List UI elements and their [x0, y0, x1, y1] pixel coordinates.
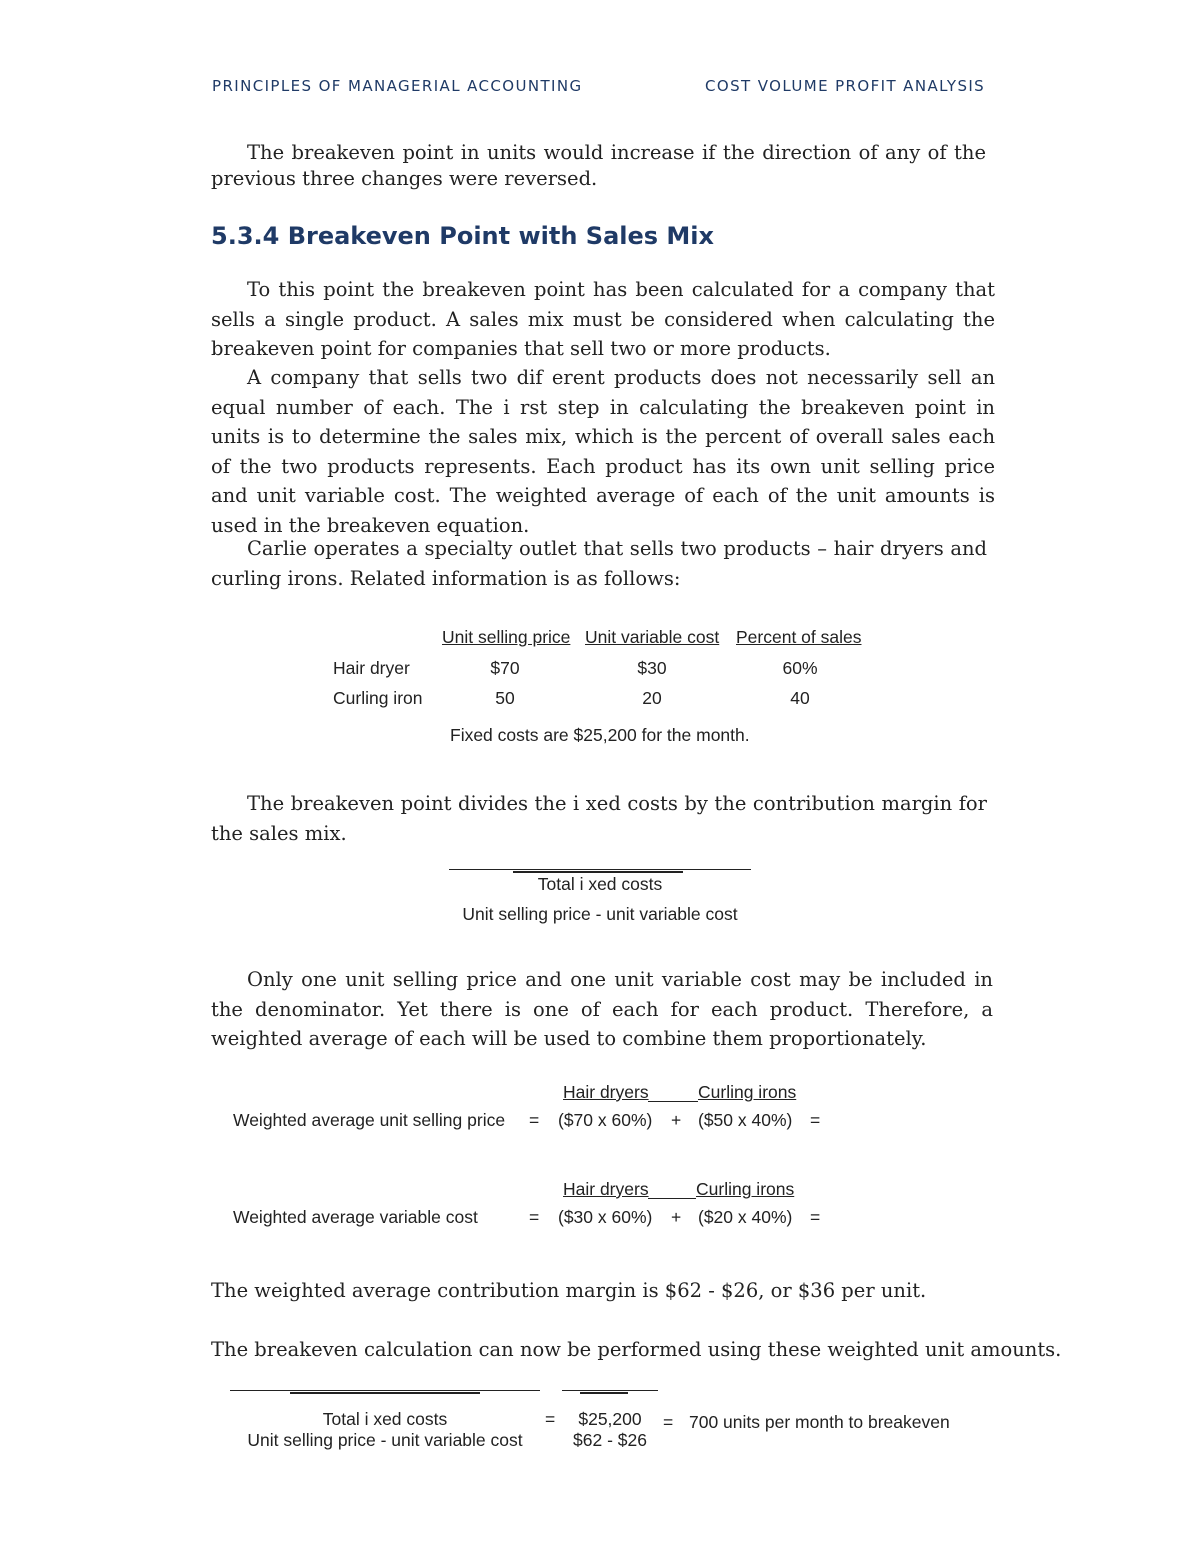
- column-connector-rule: [648, 1101, 698, 1102]
- cell-hair-dryer-percent: 60%: [782, 658, 818, 678]
- row-label-hair-dryer: Hair dryer: [333, 658, 410, 678]
- column-connector-rule: [648, 1198, 696, 1199]
- paragraph-carlie: Carlie operates a specialty outlet that sells two products – hair dryers and curling irons. Related information is as follows:: [211, 537, 987, 590]
- paragraph-divides: The breakeven point divides the i xed costs by the contribution margin for the sales mix.: [211, 792, 987, 845]
- contribution-margin-value: $62 - $26: [573, 1430, 647, 1450]
- paragraph-breakeven-calculation: The breakeven calculation can now be performed using these weighted unit amounts.: [211, 1338, 1062, 1361]
- paragraph-sales-mix: A company that sells two dif erent products does not necessarily sell an equal number of each. The i rst step in calculating the breakeven point in units is to determine the sales mix, which is the percent of overall sales each of the two products represents. Each product has its own unit selling price and unit variable cost. The weighted average of each of the unit amounts is used in the breakeven equation.: [211, 366, 995, 537]
- running-header-right: COST VOLUME PROFIT ANALYSIS: [705, 77, 986, 95]
- formula-rule-accent: [290, 1392, 480, 1394]
- formula-denominator: Unit selling price - unit variable cost: [247, 1430, 523, 1450]
- weighted-cost-label: Weighted average variable cost: [233, 1207, 478, 1227]
- plus-sign: +: [671, 1110, 682, 1130]
- equals-sign: =: [663, 1412, 674, 1432]
- equals-sign: =: [529, 1207, 540, 1227]
- breakeven-result: 700 units per month to breakeven: [689, 1412, 950, 1432]
- formula-rule: [449, 869, 751, 870]
- running-header-left: PRINCIPLES OF MANAGERIAL ACCOUNTING: [212, 77, 583, 95]
- equals-sign: =: [810, 1110, 821, 1130]
- term-curling-iron-cost: ($20 x 40%): [698, 1207, 793, 1227]
- paragraph-single-product: To this point the breakeven point has been calculated for a company that sells a single product. A sales mix must be considered when calculating the breakeven point for companies that sell two or more products.: [211, 278, 995, 360]
- fixed-costs-value: $25,200: [578, 1409, 642, 1429]
- formula-denominator: Unit selling price - unit variable cost: [462, 904, 738, 924]
- equals-sign: =: [810, 1207, 821, 1227]
- intro-line-1: The breakeven point in units would increase if the direction of any of the: [247, 141, 986, 164]
- paragraph-contribution-margin: The weighted average contribution margin is $62 - $26, or $36 per unit.: [211, 1279, 927, 1302]
- column-header-percent-of-sales: Percent of sales: [736, 627, 862, 647]
- weighted-price-label: Weighted average unit selling price: [233, 1110, 506, 1130]
- cell-curling-iron-percent: 40: [790, 688, 810, 708]
- value-rule-accent: [580, 1392, 628, 1394]
- intro-line-2: previous three changes were reversed.: [211, 166, 598, 190]
- equals-sign: =: [545, 1409, 556, 1429]
- column-hair-dryers: Hair dryers: [563, 1179, 649, 1199]
- paragraph-only-one: Only one unit selling price and one unit variable cost may be included in the denominator. Yet there is one of each for each product. Therefore, a weighted average of each will be used to combine them proportionately.: [211, 968, 993, 1050]
- cell-hair-dryer-variable: $30: [637, 658, 667, 678]
- cell-curling-iron-variable: 20: [642, 688, 662, 708]
- column-curling-irons: Curling irons: [698, 1082, 797, 1102]
- formula-rule: [230, 1390, 540, 1391]
- formula-rule-accent: [513, 871, 683, 873]
- column-header-unit-variable-cost: Unit variable cost: [585, 627, 720, 647]
- section-heading: 5.3.4 Breakeven Point with Sales Mix: [211, 222, 714, 250]
- fixed-costs-note: Fixed costs are $25,200 for the month.: [450, 725, 750, 745]
- formula-numerator: Total i xed costs: [322, 1409, 448, 1429]
- column-header-unit-selling-price: Unit selling price: [442, 627, 571, 647]
- term-hair-dryer-price: ($70 x 60%): [558, 1110, 653, 1130]
- column-curling-irons: Curling irons: [696, 1179, 795, 1199]
- cell-hair-dryer-price: $70: [490, 658, 520, 678]
- formula-numerator: Total i xed costs: [537, 874, 663, 894]
- cell-curling-iron-price: 50: [495, 688, 515, 708]
- row-label-curling-iron: Curling iron: [333, 688, 423, 708]
- intro-paragraph: [211, 138, 986, 193]
- term-curling-iron-price: ($50 x 40%): [698, 1110, 793, 1130]
- value-rule: [562, 1390, 658, 1391]
- plus-sign: +: [671, 1207, 682, 1227]
- column-hair-dryers: Hair dryers: [563, 1082, 649, 1102]
- term-hair-dryer-cost: ($30 x 60%): [558, 1207, 653, 1227]
- equals-sign: =: [529, 1110, 540, 1130]
